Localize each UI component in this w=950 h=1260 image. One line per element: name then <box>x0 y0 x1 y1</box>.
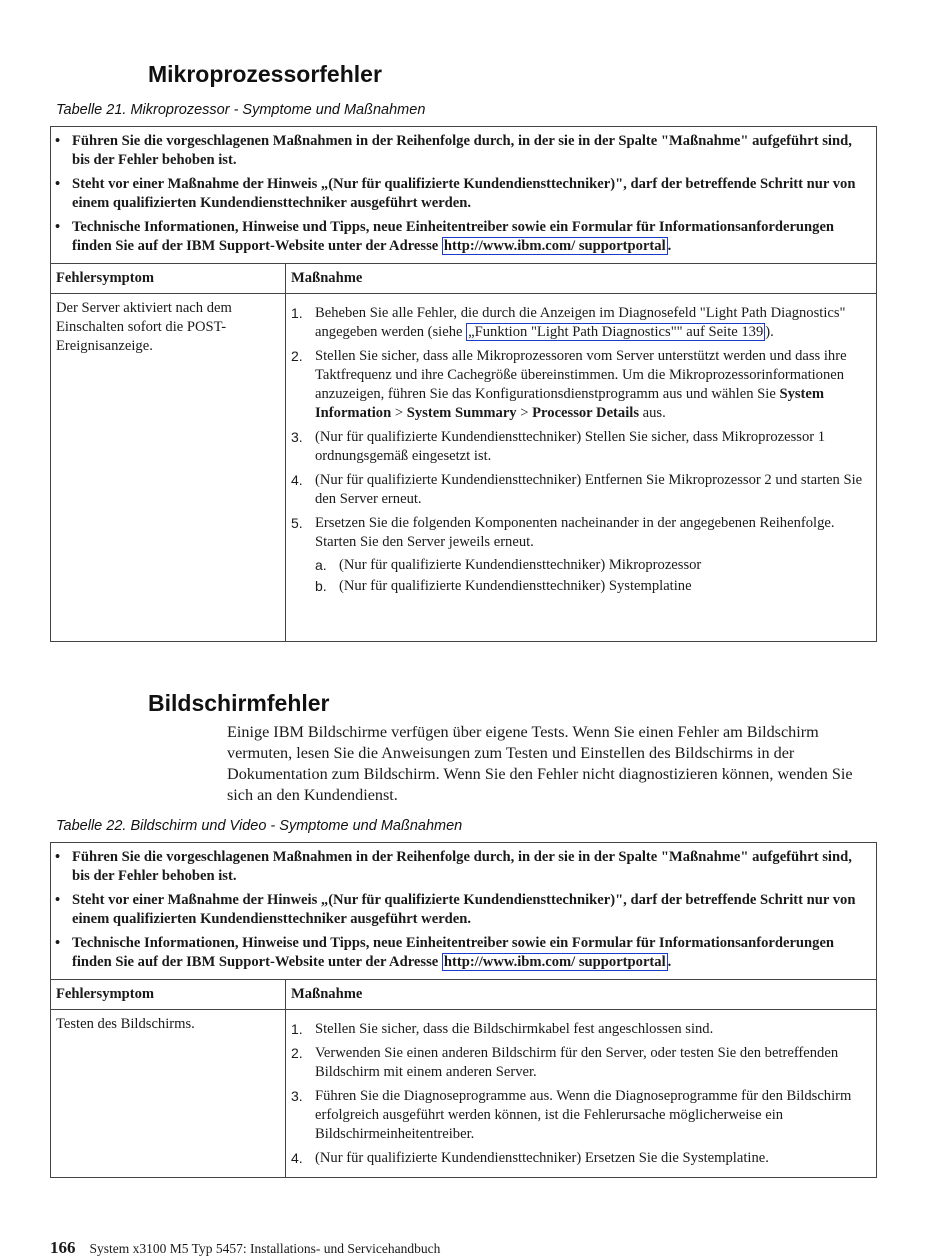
action-step: 2. Verwenden Sie einen anderen Bildschirm für den Server, oder testen Sie den betreffenden Bildschirm mit einem anderen Server. <box>291 1045 839 1080</box>
display-table <box>50 842 877 1178</box>
symptom-cell: Der Server aktiviert nach dem Einschalten sofort die POST-Ereignisanzeige. <box>51 294 286 642</box>
action-step: 4. (Nur für qualifizierte Kundendiensttechniker) Ersetzen Sie die Systemplatine. <box>291 1150 769 1166</box>
action-cell <box>286 294 877 642</box>
header-symptom: Fehlersymptom <box>51 980 286 1010</box>
display-intro-text: Einige IBM Bildschirme verfügen über eigene Tests. Wenn Sie einen Fehler am Bildschirm vermuten, lesen Sie die Anweisungen zum Testen und Einstellen des Bildschirms in der Dokumentation zum Bildschirm. Wenn Sie den Fehler nicht diagnostizieren können, wenden Sie sich an den Kundendienst. <box>227 723 853 804</box>
microprocessor-table <box>50 126 877 642</box>
action-step: 3. (Nur für qualifizierte Kundendiensttechniker) Stellen Sie sicher, dass Mikroprozessor 1 ordnungsgemäß eingesetzt ist. <box>291 429 826 464</box>
action-step: 1. Stellen Sie sicher, dass die Bildschirmkabel fest angeschlossen sind. <box>291 1021 714 1037</box>
action-step: 3. Führen Sie die Diagnoseprogramme aus. Wenn die Diagnoseprogramme für den Bildschirm erfolgreich ausgeführt werden können, ist die Fehlerursache möglicherweise ein Bildschirmeinheitentreiber. <box>291 1088 852 1142</box>
header-symptom: Fehlersymptom <box>51 264 286 294</box>
symptom-cell: Testen des Bildschirms. <box>51 1010 286 1178</box>
support-portal-link[interactable]: http://www.ibm.com/ supportportal <box>443 238 666 254</box>
page-number: 166 <box>50 1238 76 1257</box>
action-substep: a. (Nur für qualifizierte Kundendiensttechniker) Mikroprozessor <box>315 557 702 573</box>
note-item: • Technische Informationen, Hinweise und Tipps, neue Einheitentreiber sowie ein Formular für Informationsanforderungen finden Sie auf der IBM Support-Website unter der Adresse http://www.ibm.com/ supportportal . <box>55 935 835 970</box>
note-item: • Technische Informationen, Hinweise und Tipps, neue Einheitentreiber sowie ein Formular für Informationsanforderungen finden Sie auf der IBM Support-Website unter der Adresse http://www.ibm.com/ supportportal . <box>55 219 835 254</box>
table-caption-22: Tabelle 22. Bildschirm und Video - Symptome und Maßnahmen <box>56 818 463 834</box>
notes-cell <box>51 127 877 264</box>
section-heading-display: Bildschirmfehler <box>148 690 330 716</box>
note-item: • Steht vor einer Maßnahme der Hinweis „(Nur für qualifizierte Kundendiensttechniker)", darf der betreffende Schritt nur von einem qualifizierten Kundendiensttechniker ausgeführt werden. <box>55 892 856 927</box>
notes-cell <box>51 843 877 980</box>
action-step: 1. Beheben Sie alle Fehler, die durch die Anzeigen im Diagnosefeld "Light Path Diagnostics" angegeben werden (siehe „Funktion "Light Path Diagnostics"" auf Seite 139 ). <box>291 305 846 340</box>
page-footer <box>50 1238 440 1259</box>
action-step: 5. Ersetzen Sie die folgenden Komponenten nacheinander in der angegebenen Reihenfolge. Starten Sie den Server jeweils erneut. a. (Nur für qualifizierte Kundendiensttechniker) Mikroprozessor b. (Nur für qualifizierte Kundendiensttechniker) Systemplatine <box>291 514 868 596</box>
note-item: • Führen Sie die vorgeschlagenen Maßnahmen in der Reihenfolge durch, in der sie in der Spalte "Maßnahme" aufgeführt sind, bis der Fehler behoben ist. <box>55 133 852 168</box>
note-item: • Steht vor einer Maßnahme der Hinweis „(Nur für qualifizierte Kundendiensttechniker)", darf der betreffende Schritt nur von einem qualifizierten Kundendiensttechniker ausgeführt werden. <box>55 176 856 211</box>
action-substep: b. (Nur für qualifizierte Kundendiensttechniker) Systemplatine <box>315 578 692 594</box>
light-path-link[interactable]: „Funktion "Light Path Diagnostics"" auf Seite 139 <box>468 324 764 340</box>
footer-title: System x3100 M5 Typ 5457: Installations- und Servicehandbuch <box>89 1241 441 1256</box>
section-heading-microprocessor: Mikroprozessorfehler <box>148 61 382 87</box>
table-caption-21: Tabelle 21. Mikroprozessor - Symptome und Maßnahmen <box>56 102 426 118</box>
header-action: Maßnahme <box>286 980 877 1010</box>
header-action: Maßnahme <box>286 264 877 294</box>
action-cell <box>286 1010 877 1178</box>
action-step: 4. (Nur für qualifizierte Kundendiensttechniker) Entfernen Sie Mikroprozessor 2 und starten Sie den Server erneut. <box>291 472 863 507</box>
support-portal-link[interactable]: http://www.ibm.com/ supportportal <box>443 954 666 970</box>
note-item: • Führen Sie die vorgeschlagenen Maßnahmen in der Reihenfolge durch, in der sie in der Spalte "Maßnahme" aufgeführt sind, bis der Fehler behoben ist. <box>55 849 852 884</box>
action-step: 2. Stellen Sie sicher, dass alle Mikroprozessoren vom Server unterstützt werden und dass ihre Taktfrequenz und ihre Cachegröße übereinstimmen. Um die Mikroprozessorinformationen anzuzeigen, führen Sie das Konfigurationsdienstprogramm aus und wählen Sie System Information > System Summary > Processor Details aus. <box>291 348 847 421</box>
